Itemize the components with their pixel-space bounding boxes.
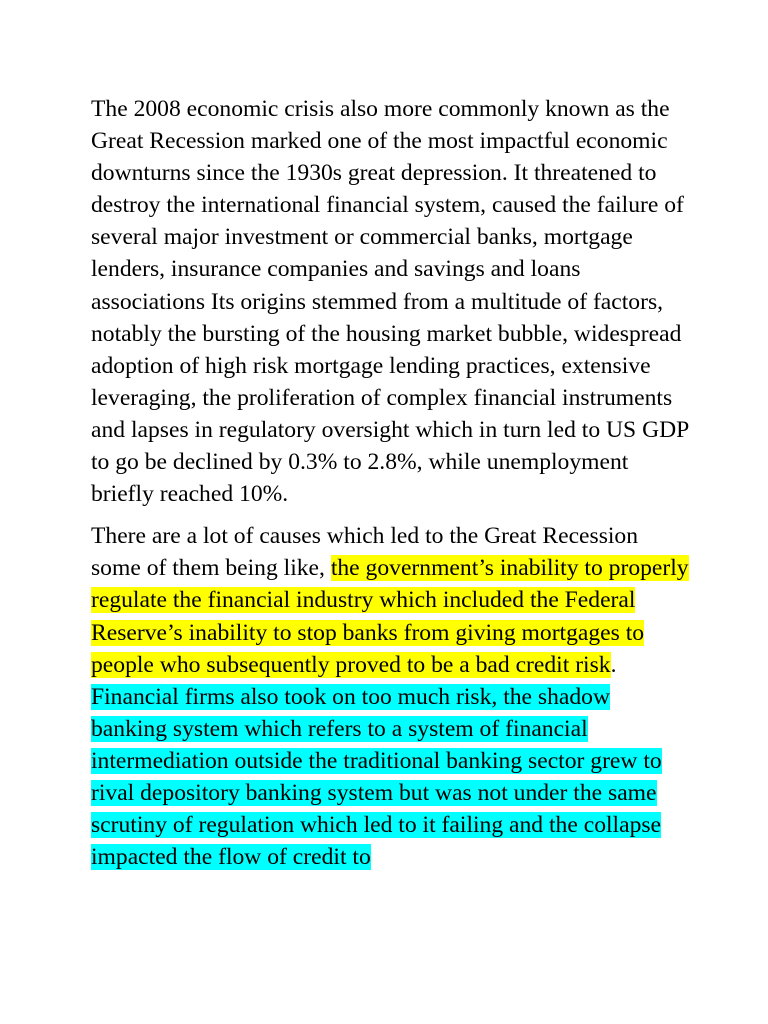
paragraph-2-intro: There are a lot of causes which led to the Great Recession some of them being like, — [91, 523, 639, 582]
cyan-highlight-text: Financial firms also took on too much risk, the shadow banking system which refers to a system of financial intermediation outside the traditional banking sector grew to rival depository banking system but was not under the same scrutiny of regulation which led to it failing and the collapse impacted the flow of credit to — [91, 683, 662, 871]
yellow-highlight-text: the government’s inability to properly regulate the financial industry which included the Federal Reserve’s inability to stop banks from giving mortgages to people who subsequently proved to be a bad credit risk — [91, 555, 689, 678]
paragraph-2 — [91, 520, 691, 873]
paragraph-2-separator: . — [610, 651, 617, 678]
document-body — [91, 93, 691, 873]
paragraph-1: The 2008 economic crisis also more commonly known as the Great Recession marked one of the most impactful economic downturns since the 1930s great depression. It threatened to destroy the international financial system, caused the failure of several major investment or commercial banks, mortgage lenders, insurance companies and savings and loans associations Its origins stemmed from a multitude of factors, notably the bursting of the housing market bubble, widespread adoption of high risk mortgage lending practices, extensive leveraging, the proliferation of complex financial instruments and lapses in regulatory oversight which in turn led to US GDP to go be declined by 0.3% to 2.8%, while unemployment briefly reached 10%. — [91, 96, 689, 508]
